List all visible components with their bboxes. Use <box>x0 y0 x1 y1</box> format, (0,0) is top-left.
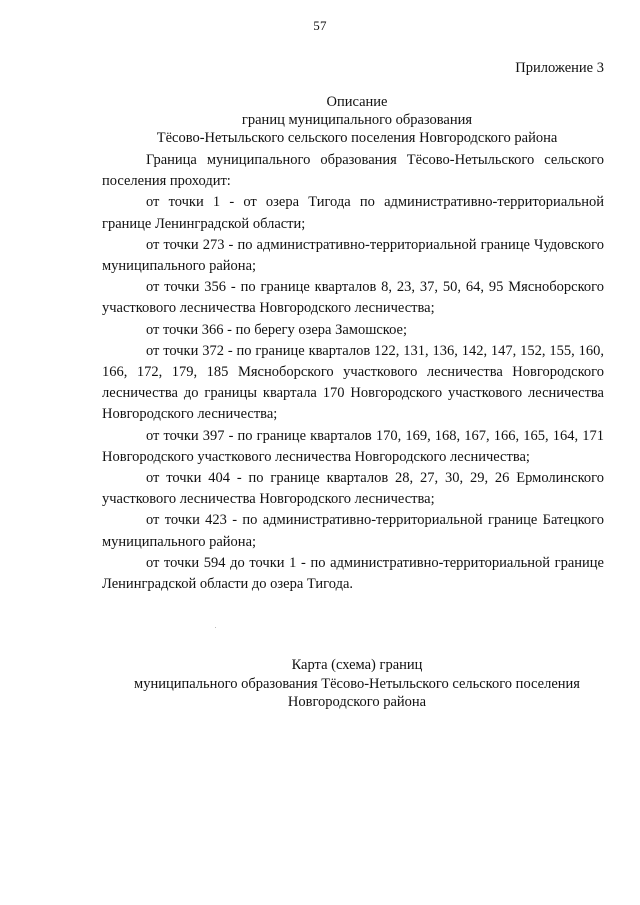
page-number: 57 <box>313 18 327 33</box>
map-title <box>0 656 640 712</box>
paragraph: от точки 404 - по границе кварталов 28, 27, 30, 29, 26 Ермолинского участкового лесничества Новгородского лесничества; <box>102 470 604 508</box>
description-title <box>0 93 640 147</box>
speck <box>215 627 216 628</box>
paragraph: Граница муниципального образования Тёсово-Нетыльского сельского поселения проходит: <box>102 152 604 190</box>
description-body <box>102 150 604 595</box>
map-title-line: муниципального образования Тёсово-Нетыльского сельского поселения <box>134 675 580 692</box>
paragraph: от точки 273 - по административно-территориальной границе Чудовского муниципального района; <box>102 236 604 275</box>
paragraph: от точки 1 - от озера Тигода по административно-территориальной границе Ленинградской области; <box>102 194 604 232</box>
paragraph: от точки 356 - по границе кварталов 8, 23, 37, 50, 64, 95 Мясноборского участкового лесничества Новгородского лесничества; <box>102 279 604 317</box>
map-title-line: Карта (схема) границ <box>291 657 423 673</box>
paragraph: от точки 366 - по берегу озера Замошское; <box>146 321 408 338</box>
appendix-label: Приложение 3 <box>515 60 604 76</box>
paragraph: от точки 372 - по границе кварталов 122, 131, 136, 142, 147, 152, 155, 160, 166, 172, 179, 185 Мясноборского участкового лесничества Новгородского лесничества до границы квартала 170 Новгородского участкового лесничества Новгородского лесничества; <box>102 342 604 423</box>
title-line: Описание <box>326 94 388 110</box>
paragraph: от точки 397 - по границе кварталов 170, 169, 168, 167, 166, 165, 164, 171 Новгородского участкового лесничества Новгородского лесничества; <box>102 427 604 465</box>
paragraph: от точки 594 до точки 1 - по административно-территориальной границе Ленинградской области до озера Тигода. <box>102 554 604 593</box>
map-title-line: Новгородского района <box>287 694 427 710</box>
title-line: границ муниципального образования <box>241 112 473 128</box>
title-line: Тёсово-Нетыльского сельского поселения Новгородского района <box>156 130 558 146</box>
paragraph: от точки 423 - по административно-территориальной границе Батецкого муниципального района; <box>102 512 604 550</box>
